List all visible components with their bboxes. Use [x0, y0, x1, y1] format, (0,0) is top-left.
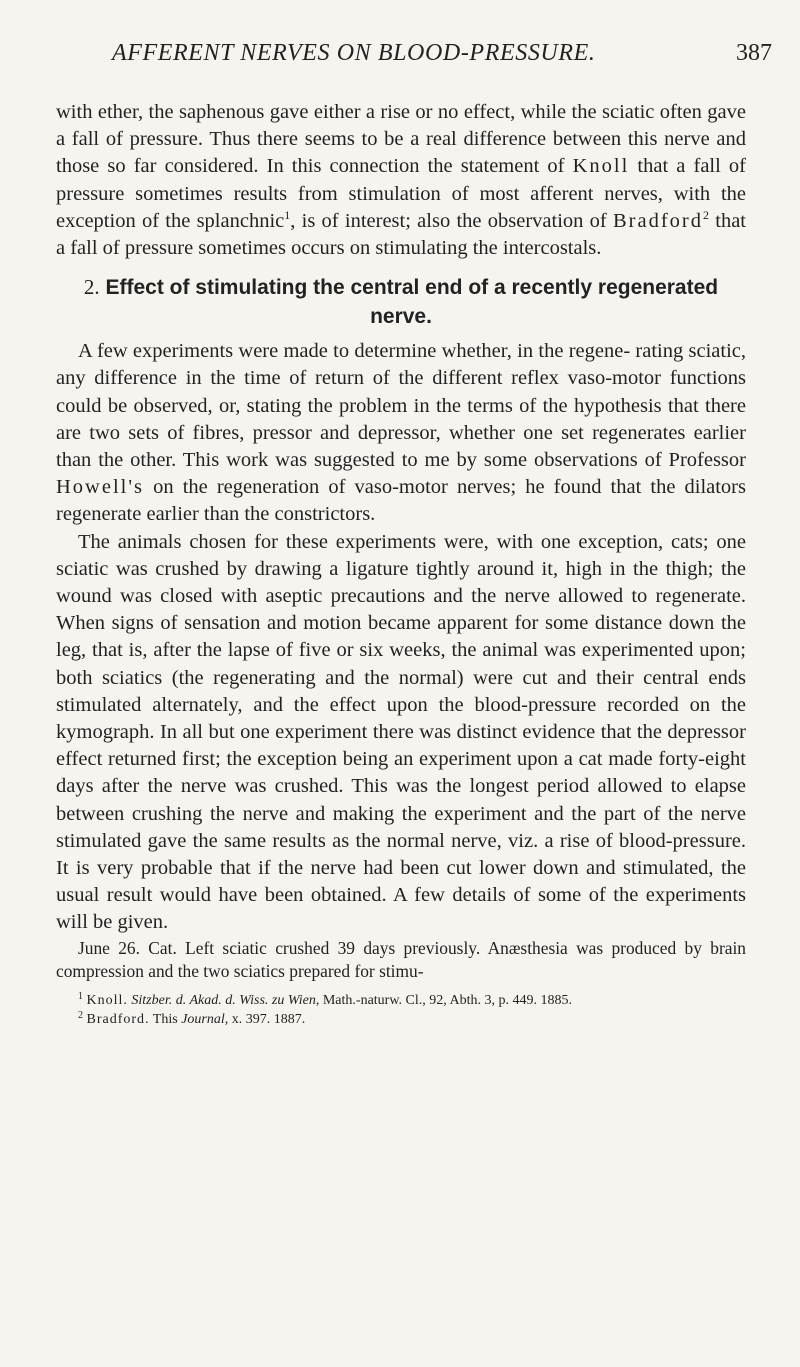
paragraph-1 [56, 99, 746, 262]
paragraph-4: June 26. Cat. Left sciatic crushed 39 days previously. Anæsthesia was produced by brain compression and the two sciatics prepared for stimu- [56, 937, 746, 981]
footnote-1-mark: 1 [78, 990, 83, 1002]
footnote-ref-2: 2 [703, 207, 709, 222]
paragraph-2-text-b: on the regeneration of vaso-motor nerves; he found that the dilators regenerate earlier than the constrictors. [56, 476, 746, 526]
footnote-2-journal: Journal, [181, 1011, 229, 1027]
footnote-1 [56, 991, 746, 1010]
running-head [0, 40, 800, 70]
author-howell: Howell's [56, 476, 145, 499]
footnote-2 [56, 1010, 746, 1029]
footnote-2-author: Bradford. [86, 1011, 150, 1027]
author-knoll: Knoll [572, 155, 630, 178]
footnote-2-details: x. 397. 1887. [231, 1011, 306, 1027]
paragraph-1-text-a: with ether, the saphenous gave either a rise or no effect, while the sciatic often gave a fall of pressure. Thus there seems to be a real difference between this nerve and those so far considered. In this connection the statement of [56, 101, 746, 178]
running-title: AFFERENT NERVES ON BLOOD-PRESSURE. [112, 40, 596, 66]
paragraph-1-text-c: , is of interest; also the observation of [290, 209, 613, 232]
paragraph-1-text-b: that a fall of pressure sometimes results from stimulation of most afferent nerves, with the exception of the splanchnic [56, 155, 746, 232]
footnote-2-prefix: This [152, 1011, 178, 1027]
paragraph-3: The animals chosen for these experiments were, with one exception, cats; one sciatic was crushed by drawing a ligature tightly around it, high in the thigh; the wound was closed with aseptic precautions and the nerve allowed to regenerate. When signs of sensation and motion became apparent for some distance down the leg, that is, after the lapse of five or six weeks, the animal was experimented upon; both sciatics (the regenerating and the normal) were cut and their central ends stimulated alternately, and the effect upon the blood-pressure recorded on the kymograph. In all but one experiment there was distinct evidence that the depressor effect returned first; the exception being an experiment upon a cat made forty-eight days after the nerve was crushed. This was the longest period allowed to elapse between crushing the nerve and making the experiment and the part of the nerve stimulated gave the same results as the normal nerve, viz. a rise of blood-pressure. It is very probable that if the nerve had been cut lower down and stimulated, the usual result would have been obtained. A few details of some of the experiments will be given. [56, 530, 746, 934]
footnotes [56, 991, 746, 1029]
paragraph-1-text-d: that a fall of pressure sometimes occurs on stimulating the intercostals. [56, 209, 746, 260]
section-number: 2. [83, 275, 100, 300]
footnote-1-author: Knoll. [86, 992, 128, 1008]
author-bradford: Bradford [612, 209, 703, 232]
footnote-2-mark: 2 [78, 1009, 83, 1021]
footnote-ref-1: 1 [284, 207, 291, 222]
footnote-1-journal: Sitzber. d. Akad. d. Wiss. zu Wien, [131, 992, 320, 1008]
section-heading [56, 273, 746, 331]
paragraph-2 [56, 338, 746, 528]
paragraph-2-text-a: A few experiments were made to determine whether, in the regene- rating sciatic, any difference in the time of return of the different reflex vaso-motor functions could be observed, or, stating the problem in the terms of the hypothesis that there are two sets of fibres, pressor and depressor, whether one set regenerates earlier than the other. This work was suggested to me by some observations of Professor [56, 340, 746, 472]
page-number: 387 [736, 40, 772, 66]
body-text [56, 99, 746, 1029]
section-title: Effect of stimulating the central end of a recently regenerated nerve. [105, 276, 719, 329]
footnote-1-details: Math.-naturw. Cl., 92, Abth. 3, p. 449. 1885. [322, 992, 572, 1008]
